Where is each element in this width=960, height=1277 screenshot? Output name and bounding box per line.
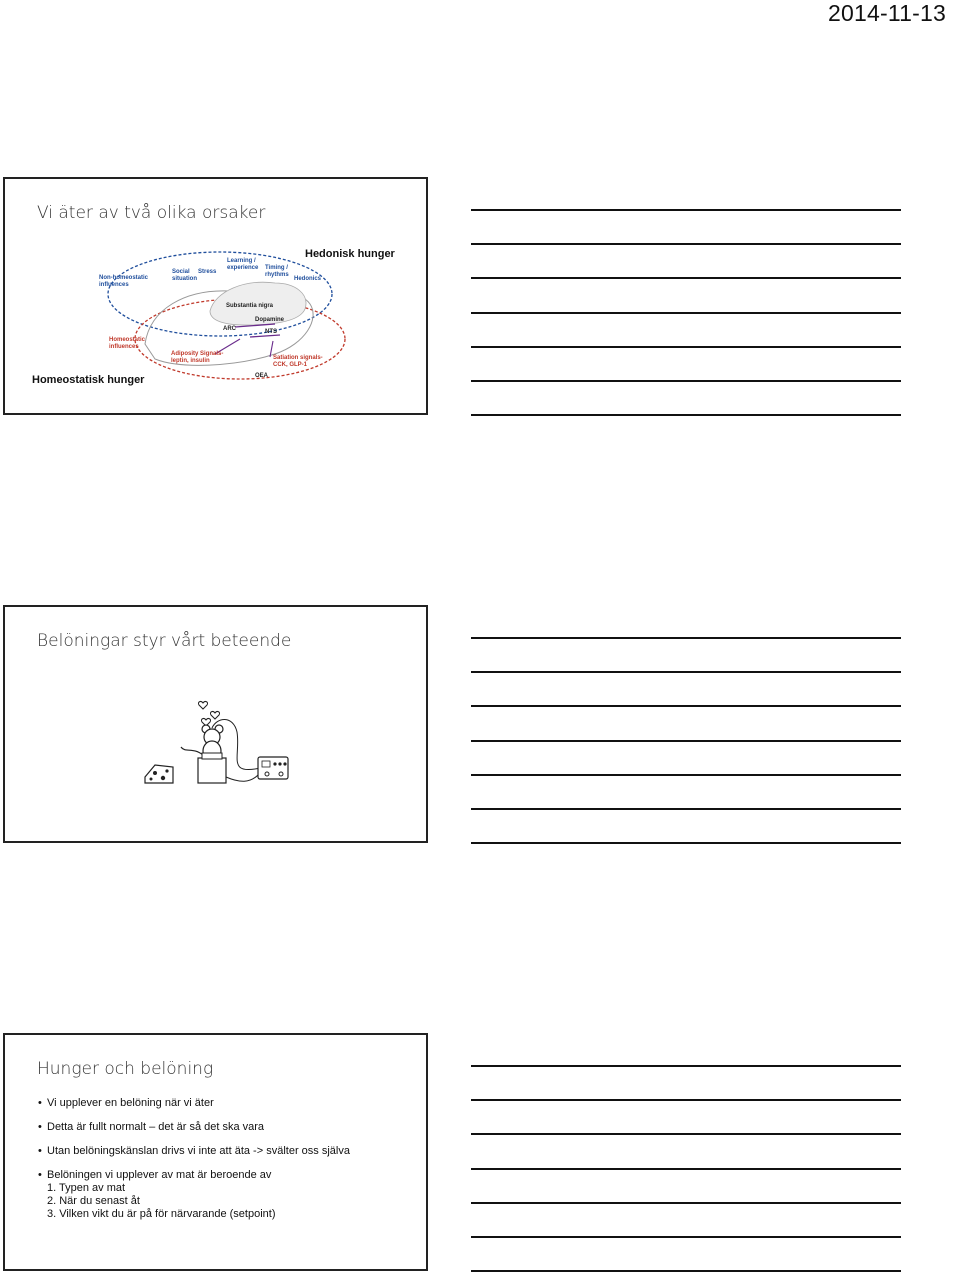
bullet-text: • Belöningen vi upplever av mat är beroende av xyxy=(47,1169,272,1181)
note-line xyxy=(471,705,901,707)
label-learning: Learning / experience xyxy=(227,258,259,271)
slide-title: Hunger och belöning xyxy=(37,1059,214,1079)
note-line xyxy=(471,1133,901,1135)
label-substantia-nigra: Substantia nigra xyxy=(226,303,274,309)
cheese-icon xyxy=(145,765,173,783)
arc-nts-arrow xyxy=(250,335,280,337)
label-oea: OEA xyxy=(255,373,269,379)
note-line xyxy=(471,380,901,382)
note-line xyxy=(471,740,901,742)
label-social: Social situation xyxy=(172,269,197,282)
notes-lines-2 xyxy=(471,605,901,845)
note-line xyxy=(471,277,901,279)
note-line xyxy=(471,346,901,348)
bullet-list xyxy=(38,1097,418,1221)
numbered-item: 1. Typen av mat xyxy=(47,1182,126,1194)
slide-title: Belöningar styr vårt beteende xyxy=(37,631,292,651)
note-line xyxy=(471,1065,901,1067)
label-homeostatic-hunger: Homeostatisk hunger xyxy=(32,374,145,386)
bullet-item: • Detta är fullt normalt – det är så det ska vara xyxy=(38,1121,418,1134)
bullet-item: • Utan belöningskänslan drivs vi inte att äta -> svälter oss själva xyxy=(38,1145,418,1158)
note-line xyxy=(471,774,901,776)
note-line xyxy=(471,1202,901,1204)
note-line xyxy=(471,842,901,844)
bullet-item: • Vi upplever en belöning när vi äter xyxy=(38,1097,418,1110)
label-satiation: Satiation signals- CCK, GLP-1 xyxy=(273,355,323,368)
numbered-item: 2. När du senast åt xyxy=(47,1195,140,1207)
label-adiposity: Adiposity Signals- leptin, insulin xyxy=(171,351,224,364)
note-line xyxy=(471,671,901,673)
label-homeostatic-influences: Homeostatic influences xyxy=(109,337,146,350)
stimulator-box xyxy=(258,757,288,779)
label-stress: Stress xyxy=(198,269,217,275)
slide-3 xyxy=(3,1033,428,1271)
note-line xyxy=(471,1236,901,1238)
label-non-homeostatic: Non-homeostatic influences xyxy=(99,275,149,288)
numbered-item: 3. Vilken vikt du är på för närvarande (setpoint) xyxy=(47,1208,276,1220)
note-line xyxy=(471,243,901,245)
label-dopamine: Dopamine xyxy=(255,317,285,323)
lever-box xyxy=(198,758,226,783)
note-line xyxy=(471,808,901,810)
label-hedonic-hunger: Hedonisk hunger xyxy=(305,248,395,260)
label-nts: NTS xyxy=(265,329,277,335)
slide-2 xyxy=(3,605,428,843)
page-date: 2014-11-13 xyxy=(828,0,946,26)
note-line xyxy=(471,1099,901,1101)
note-line xyxy=(471,1168,901,1170)
note-line xyxy=(471,312,901,314)
note-line xyxy=(471,209,901,211)
note-line xyxy=(471,414,901,416)
note-line xyxy=(471,637,901,639)
notes-lines-3 xyxy=(471,1033,901,1273)
slide-title: Vi äter av två olika orsaker xyxy=(37,203,266,223)
bullet-item xyxy=(38,1169,418,1221)
label-hedonics: Hedonics xyxy=(294,276,322,282)
slide-1 xyxy=(3,177,428,415)
rat-lever-illustration xyxy=(5,607,426,841)
label-timing: Timing / rhythms xyxy=(265,265,289,278)
note-line xyxy=(471,1270,901,1272)
label-arc: ARC xyxy=(223,326,236,332)
notes-lines-1 xyxy=(471,177,901,417)
